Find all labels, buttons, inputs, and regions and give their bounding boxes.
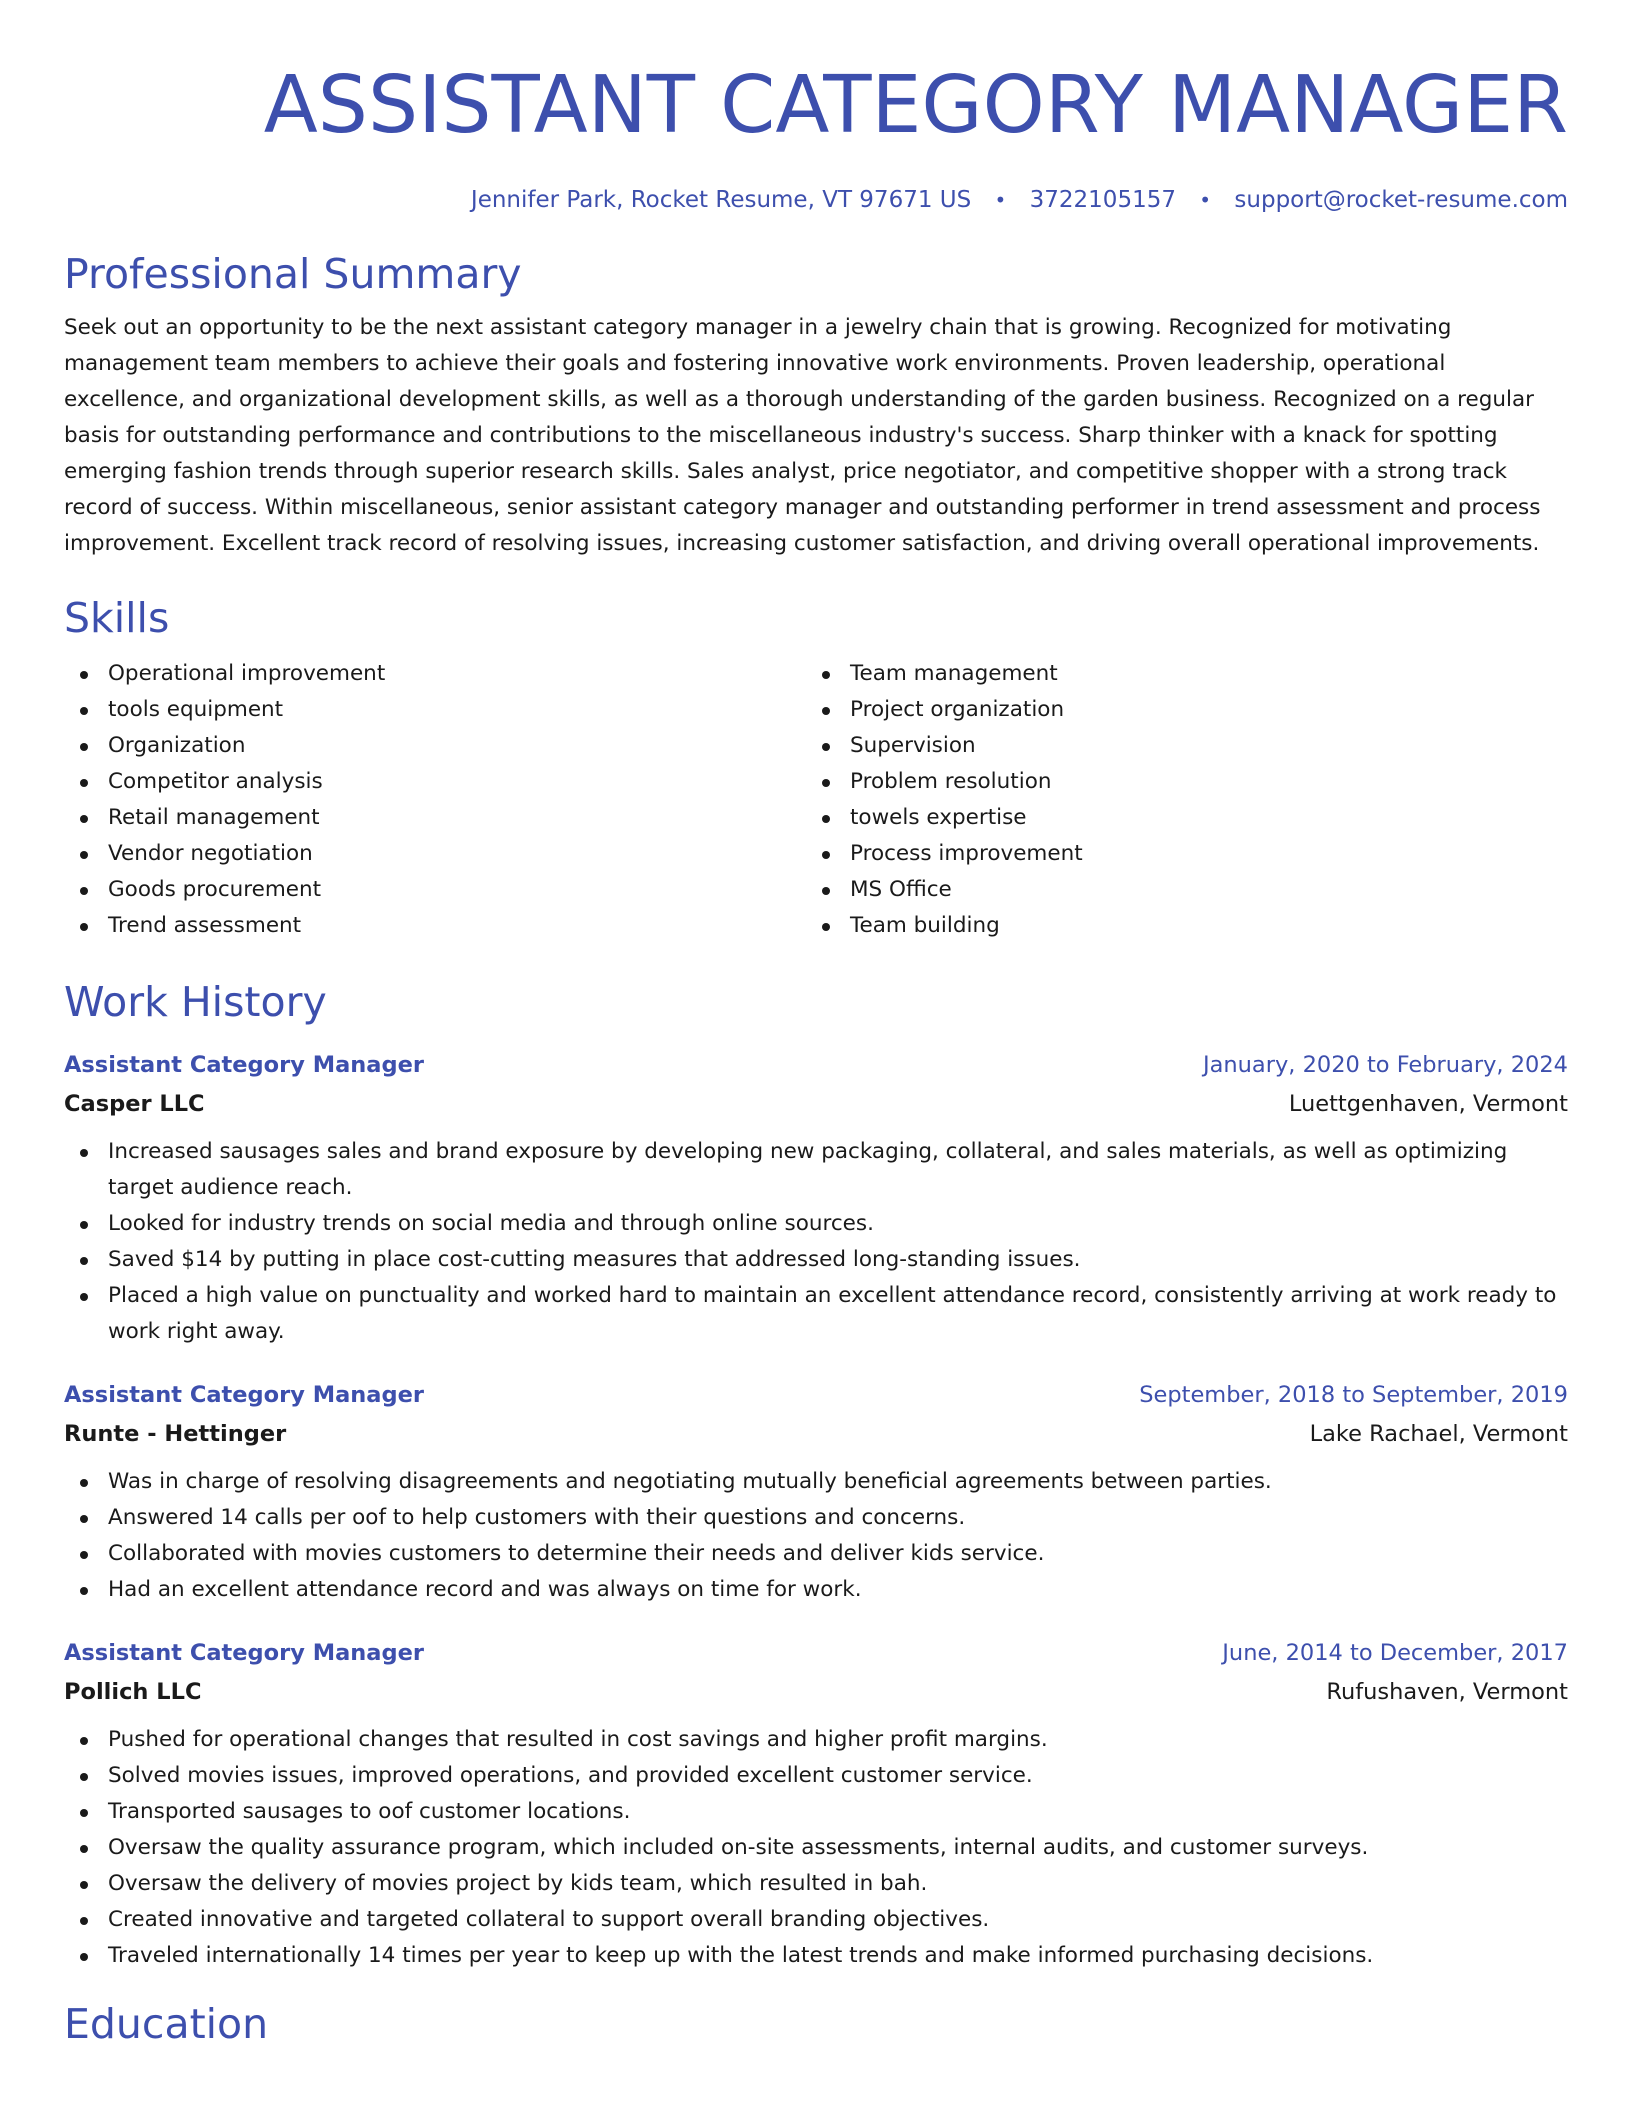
job-company: Casper LLC	[64, 1091, 205, 1117]
skill-item: Team building	[806, 908, 1548, 944]
skills-heading: Skills	[64, 594, 170, 642]
skill-item: Retail management	[64, 800, 806, 836]
job-bullet: Looked for industry trends on social media and through online sources.	[64, 1206, 1568, 1242]
job-bullet: Pushed for operational changes that resulted in cost savings and higher profit margins.	[64, 1722, 1568, 1758]
skill-item: Project organization	[806, 692, 1548, 728]
job-company-row	[64, 1672, 1568, 1712]
contact-separator: •	[994, 188, 1007, 212]
skills-column-right	[806, 656, 1548, 944]
job-title: Assistant Category Manager	[64, 1382, 424, 1408]
contact-separator: •	[1199, 188, 1212, 212]
job-bullet: Answered 14 calls per oof to help customers with their questions and concerns.	[64, 1500, 1568, 1536]
skill-item: Supervision	[806, 728, 1548, 764]
skill-item: Problem resolution	[806, 764, 1548, 800]
skills-column-left	[64, 656, 806, 944]
job-dates: June, 2014 to December, 2017	[1222, 1640, 1568, 1666]
job-location: Rufushaven, Vermont	[1326, 1679, 1568, 1705]
job-company-row	[64, 1414, 1568, 1454]
job-company-row	[64, 1084, 1568, 1124]
job-title-row	[64, 1376, 1568, 1414]
contact-email[interactable]: support@rocket-resume.com	[1234, 187, 1568, 213]
skill-item: Goods procurement	[64, 872, 806, 908]
skill-item: Trend assessment	[64, 908, 806, 944]
job-bullet: Placed a high value on punctuality and worked hard to maintain an excellent attendance record, consistently arriving at work ready to work right away.	[64, 1278, 1568, 1350]
job-location: Luettgenhaven, Vermont	[1288, 1091, 1568, 1117]
skill-item: Operational improvement	[64, 656, 806, 692]
summary-heading: Professional Summary	[64, 250, 522, 298]
job-title-row	[64, 1634, 1568, 1672]
job-title: Assistant Category Manager	[64, 1052, 424, 1078]
contact-line	[64, 184, 1568, 216]
skill-item: Team management	[806, 656, 1548, 692]
resume-title: ASSISTANT CATEGORY MANAGER	[263, 59, 1568, 151]
contact-address: Jennifer Park, Rocket Resume, VT 97671 US	[470, 187, 972, 213]
job-bullet: Transported sausages to oof customer locations.	[64, 1794, 1568, 1830]
skill-item: Organization	[64, 728, 806, 764]
job-title: Assistant Category Manager	[64, 1640, 424, 1666]
skill-item: towels expertise	[806, 800, 1548, 836]
job-bullet: Traveled internationally 14 times per year to keep up with the latest trends and make informed purchasing decisions.	[64, 1938, 1568, 1974]
job-bullet: Increased sausages sales and brand exposure by developing new packaging, collateral, and sales materials, as well as optimizing target audience reach.	[64, 1134, 1568, 1206]
job-dates: January, 2020 to February, 2024	[1202, 1052, 1568, 1078]
job-bullets	[64, 1722, 1568, 1974]
skill-item: MS Office	[806, 872, 1548, 908]
job-company: Runte - Hettinger	[64, 1421, 287, 1447]
job-entry	[64, 1376, 1568, 1608]
skill-item: tools equipment	[64, 692, 806, 728]
job-title-row	[64, 1046, 1568, 1084]
job-bullet: Saved $14 by putting in place cost-cutting measures that addressed long-standing issues.	[64, 1242, 1568, 1278]
job-bullet: Oversaw the quality assurance program, which included on-site assessments, internal audits, and customer surveys.	[64, 1830, 1568, 1866]
job-bullet: Collaborated with movies customers to determine their needs and deliver kids service.	[64, 1536, 1568, 1572]
job-entry	[64, 1634, 1568, 1974]
job-location: Lake Rachael, Vermont	[1309, 1421, 1568, 1447]
job-entry	[64, 1046, 1568, 1350]
job-bullet: Created innovative and targeted collateral to support overall branding objectives.	[64, 1902, 1568, 1938]
skills-list	[64, 656, 1568, 944]
skill-item: Vendor negotiation	[64, 836, 806, 872]
job-bullets	[64, 1134, 1568, 1350]
job-bullets	[64, 1464, 1568, 1608]
job-dates: September, 2018 to September, 2019	[1139, 1382, 1568, 1408]
work-history-heading: Work History	[64, 978, 327, 1026]
skill-item: Competitor analysis	[64, 764, 806, 800]
contact-phone: 3722105157	[1029, 187, 1176, 213]
skill-item: Process improvement	[806, 836, 1548, 872]
job-bullet: Solved movies issues, improved operations, and provided excellent customer service.	[64, 1758, 1568, 1794]
job-company: Pollich LLC	[64, 1679, 202, 1705]
job-bullet: Had an excellent attendance record and was always on time for work.	[64, 1572, 1568, 1608]
summary-text: Seek out an opportunity to be the next assistant category manager in a jewelry chain that is growing. Recognized for motivating management team members to achieve their goals and fostering innovative work environments. Proven leadership, operational excellence, and organizational development skills, as well as a thorough understanding of the garden business. Recognized on a regular basis for outstanding performance and contributions to the miscellaneous industry's success. Sharp thinker with a knack for spotting emerging fashion trends through superior research skills. Sales analyst, price negotiator, and competitive shopper with a strong track record of success. Within miscellaneous, senior assistant category manager and outstanding performer in trend assessment and process improvement. Excellent track record of resolving issues, increasing customer satisfaction, and driving overall operational improvements.	[64, 315, 1541, 556]
education-heading: Education	[64, 2000, 269, 2048]
job-bullet: Was in charge of resolving disagreements and negotiating mutually beneficial agreements between parties.	[64, 1464, 1568, 1500]
job-bullet: Oversaw the delivery of movies project by kids team, which resulted in bah.	[64, 1866, 1568, 1902]
